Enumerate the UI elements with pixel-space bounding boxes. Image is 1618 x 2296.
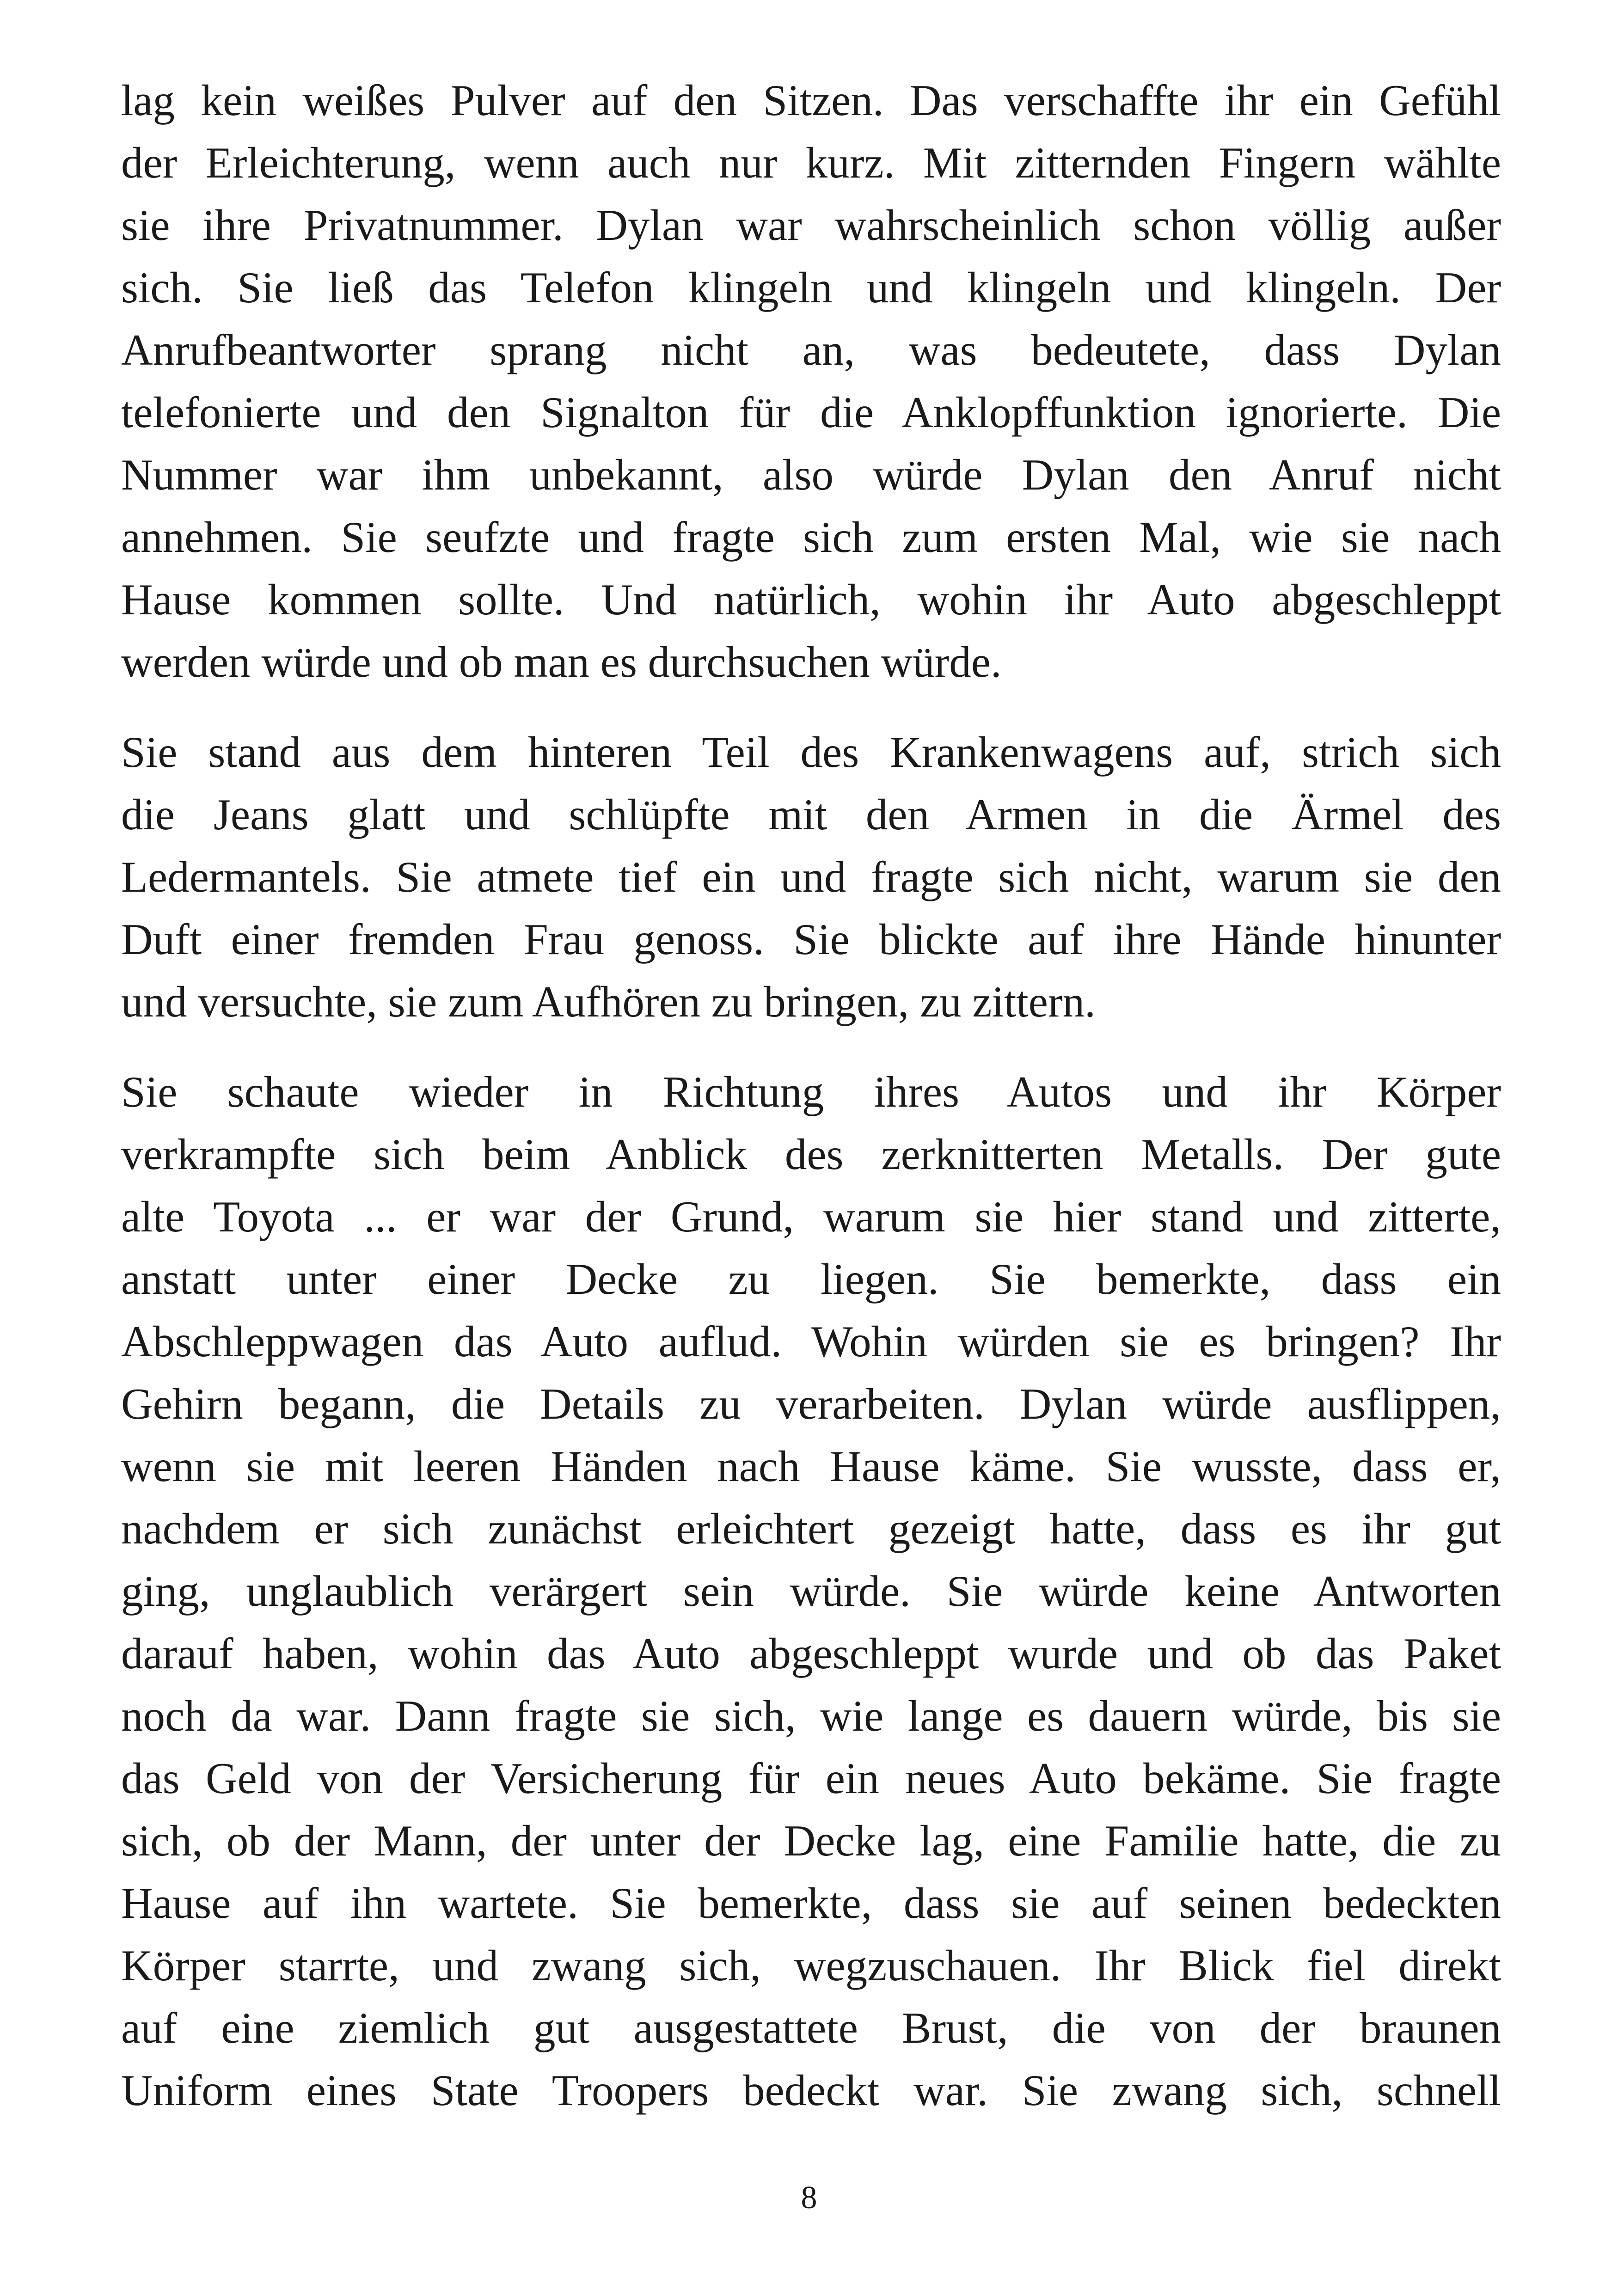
text-line: Anrufbeantworter sprang nicht an, was bedeutete, dass Dylan bbox=[121, 325, 1501, 374]
text-line: sich, ob der Mann, der unter der Decke lag, eine Familie hatte, die zu bbox=[121, 1816, 1501, 1865]
text-line: sich. Sie ließ das Telefon klingeln und klingeln und klingeln. Der bbox=[121, 263, 1501, 312]
text-line: auf eine ziemlich gut ausgestattete Brust, die von der braunen bbox=[121, 2003, 1501, 2052]
text-line: Nummer war ihm unbekannt, also würde Dylan den Anruf nicht bbox=[121, 450, 1501, 499]
text-line: darauf haben, wohin das Auto abgeschleppt wurde und ob das Paket bbox=[121, 1629, 1501, 1678]
text-line: nachdem er sich zunächst erleichtert gezeigt hatte, dass es ihr gut bbox=[121, 1504, 1501, 1553]
paragraph-2 bbox=[121, 721, 1501, 1033]
text-line: Duft einer fremden Frau genoss. Sie blickte auf ihre Hände hinunter bbox=[121, 915, 1501, 964]
text-line: telefonierte und den Signalton für die Anklopffunktion ignorierte. Die bbox=[121, 388, 1501, 437]
text-line: anstatt unter einer Decke zu liegen. Sie bemerkte, dass ein bbox=[121, 1255, 1501, 1304]
text-line: Hause auf ihn wartete. Sie bemerkte, dass sie auf seinen bedeckten bbox=[121, 1879, 1501, 1928]
text-line: lag kein weißes Pulver auf den Sitzen. Das verschaffte ihr ein Gefühl bbox=[121, 76, 1501, 125]
text-line: Uniform eines State Troopers bedeckt war. Sie zwang sich, schnell bbox=[121, 2066, 1501, 2115]
text-line: wenn sie mit leeren Händen nach Hause käme. Sie wusste, dass er, bbox=[121, 1442, 1501, 1491]
text-line: Abschleppwagen das Auto auflud. Wohin würden sie es bringen? Ihr bbox=[121, 1317, 1501, 1366]
text-line: verkrampfte sich beim Anblick des zerknitterten Metalls. Der gute bbox=[121, 1130, 1501, 1179]
text-line: Körper starrte, und zwang sich, wegzuschauen. Ihr Blick fiel direkt bbox=[121, 1941, 1501, 1990]
text-line: die Jeans glatt und schlüpfte mit den Armen in die Ärmel des bbox=[121, 790, 1501, 839]
paragraph-1 bbox=[121, 69, 1501, 693]
text-line: noch da war. Dann fragte sie sich, wie lange es dauern würde, bis sie bbox=[121, 1691, 1501, 1740]
text-line: annehmen. Sie seufzte und fragte sich zum ersten Mal, wie sie nach bbox=[121, 513, 1501, 562]
text-line: und versuchte, sie zum Aufhören zu bringen, zu zittern. bbox=[121, 977, 1096, 1026]
text-line: das Geld von der Versicherung für ein neues Auto bekäme. Sie fragte bbox=[121, 1754, 1501, 1803]
paragraph-3 bbox=[121, 1061, 1501, 2122]
text-line: Sie schaute wieder in Richtung ihres Autos und ihr Körper bbox=[121, 1067, 1501, 1116]
text-line: sie ihre Privatnummer. Dylan war wahrscheinlich schon völlig außer bbox=[121, 201, 1501, 250]
page-number: 8 bbox=[801, 2180, 817, 2216]
text-line: Ledermantels. Sie atmete tief ein und fragte sich nicht, warum sie den bbox=[121, 852, 1501, 901]
body-text bbox=[121, 69, 1501, 2149]
text-line: werden würde und ob man es durchsuchen würde. bbox=[121, 637, 1002, 686]
text-line: der Erleichterung, wenn auch nur kurz. Mit zitternden Fingern wählte bbox=[121, 138, 1501, 187]
text-line: Sie stand aus dem hinteren Teil des Krankenwagens auf, strich sich bbox=[121, 728, 1501, 777]
text-line: Gehirn begann, die Details zu verarbeiten. Dylan würde ausflippen, bbox=[121, 1379, 1501, 1428]
text-line: alte Toyota ... er war der Grund, warum sie hier stand und zitterte, bbox=[121, 1192, 1501, 1241]
text-line: ging, unglaublich verärgert sein würde. Sie würde keine Antworten bbox=[121, 1567, 1501, 1616]
text-line: Hause kommen sollte. Und natürlich, wohin ihr Auto abgeschleppt bbox=[121, 575, 1501, 624]
